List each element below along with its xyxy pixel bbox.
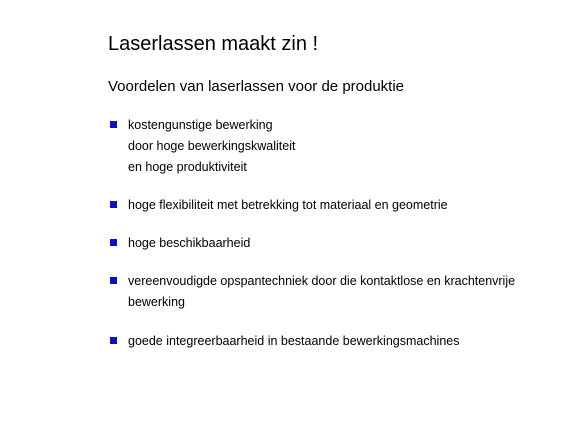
- bullet-text: [128, 195, 448, 216]
- bullet-line: goede integreerbaarheid in bestaande bewerkingsmachines: [128, 334, 460, 348]
- bullet-line: hoge beschikbaarheid: [128, 236, 251, 250]
- bullet-text: [128, 115, 295, 178]
- bullet-line: kostengunstige bewerking: [128, 118, 273, 132]
- square-bullet-icon: [110, 337, 117, 344]
- square-bullet-icon: [110, 121, 117, 128]
- bullet-line: hoge flexibiliteit met betrekking tot materiaal en geometrie: [128, 198, 448, 212]
- slide-subtitle: Voordelen van laserlassen voor de produktie: [108, 78, 405, 95]
- bullet-line: door hoge bewerkingskwaliteit: [128, 139, 296, 153]
- square-bullet-icon: [110, 201, 117, 208]
- slide-title: Laserlassen maakt zin !: [108, 33, 319, 55]
- bullet-line: bewerking: [128, 295, 185, 309]
- square-bullet-icon: [110, 239, 117, 246]
- bullet-line: vereenvoudigde opspantechniek door die kontaktlose en krachtenvrije: [128, 274, 516, 288]
- square-bullet-icon: [110, 277, 117, 284]
- bullet-text: [128, 331, 459, 352]
- bullet-text: [128, 233, 250, 254]
- bullet-text: [128, 271, 515, 313]
- bullet-line: en hoge produktiviteit: [128, 160, 247, 174]
